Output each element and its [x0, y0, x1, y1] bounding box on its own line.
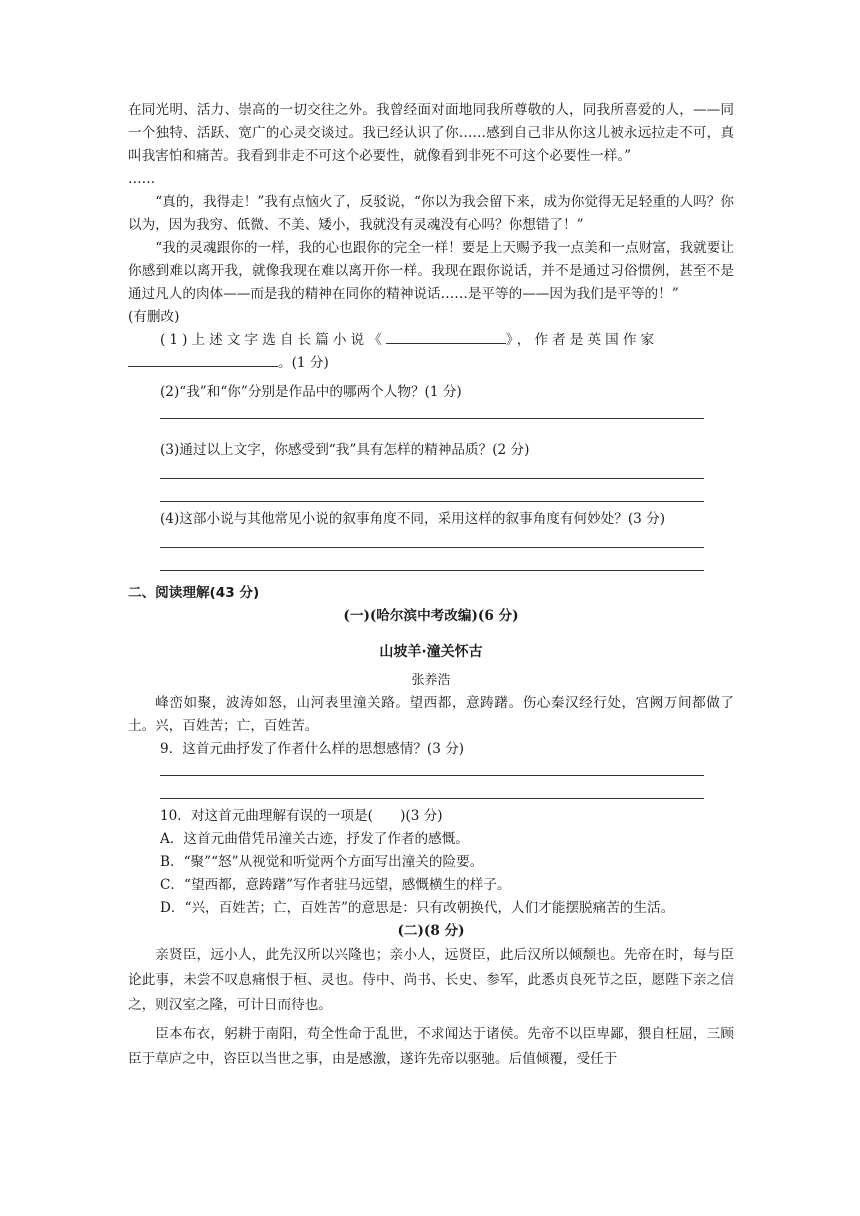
passage-paragraph: 在同光明、活力、崇高的一切交往之外。我曾经面对面地同我所尊敬的人，同我所喜爱的人，——同一个独特、活跃、宽广的心灵交谈过。我已经认识了你……感到自己非从你这儿被永远拉走不可，真叫我害怕和痛苦。我看到非走不可这个必要性，就像看到非死不可这个必要性一样。” [128, 102, 734, 164]
answer-line[interactable] [160, 478, 704, 479]
option-a: A．这首元曲借凭吊潼关古迹，抒发了作者的感慨。 [160, 831, 469, 847]
question-1-cont: 。(1 分) [128, 352, 734, 375]
edit-note: (有删改) [128, 309, 180, 325]
answer-blank[interactable] [128, 354, 278, 367]
document-page [128, 92, 734, 1072]
answer-line[interactable] [160, 547, 704, 548]
answer-line[interactable] [160, 570, 704, 571]
question-2: (2)“我”和“你”分别是作品中的哪两个人物？(1 分) [160, 384, 462, 400]
subsection-heading: (二)(8 分) [397, 923, 465, 939]
option-b: B．“聚”“怒”从视觉和听觉两个方面写出潼关的险要。 [160, 854, 484, 870]
poem-title: 山坡羊·潼关怀古 [379, 644, 483, 660]
passage-ellipsis: …… [128, 171, 156, 187]
option-d: D．“兴，百姓苦；亡，百姓苦”的意思是：只有改朝换代，人们才能摆脱痛苦的生活。 [160, 900, 675, 916]
question-9: 9．这首元曲抒发了作者什么样的思想感情？(3 分) [160, 741, 465, 757]
section-heading: 二、阅读理解(43 分) [128, 585, 260, 601]
answer-line[interactable] [160, 418, 704, 419]
passage-paragraph: “我的灵魂跟你的一样，我的心也跟你的完全一样！要是上天赐予我一点美和一点财富，我就要让你感到难以离开我，就像我现在难以离开你一样。我现在跟你说话，并不是通过习俗惯例，甚至不是通过凡人的肉体——而是我的精神在同你的精神说话……是平等的——因为我们是平等的！” [128, 240, 734, 302]
prose-paragraph: 臣本布衣，躬耕于南阳，苟全性命于乱世，不求闻达于诸侯。先帝不以臣卑鄙，猥自枉屈，三顾臣于草庐之中，咨臣以当世之事，由是感激，遂许先帝以驱驰。后值倾覆，受任于 [128, 1026, 734, 1067]
prose-paragraph: 亲贤臣，远小人，此先汉所以兴隆也；亲小人，远贤臣，此后汉所以倾颓也。先帝在时，每与臣论此事，未尝不叹息痛恨于桓、灵也。侍中、尚书、长史、参军，此悉贞良死节之臣，愿陛下亲之信之，则汉室之隆，可计日而待也。 [128, 947, 734, 1013]
answer-blank[interactable] [386, 331, 506, 344]
answer-line[interactable] [160, 501, 704, 502]
passage-paragraph: “真的，我得走！”我有点恼火了，反驳说，“你以为我会留下来，成为你觉得无足轻重的人吗？你以为，因为我穷、低微、不美、矮小，我就没有灵魂没有心吗？你想错了！” [128, 194, 734, 233]
question-10: 10．对这首元曲理解有误的一项是( )(3 分) [160, 808, 443, 824]
question-3: (3)通过以上文字，你感受到“我”具有怎样的精神品质？(2 分) [160, 442, 530, 458]
answer-line[interactable] [160, 775, 704, 776]
question-4: (4)这部小说与其他常见小说的叙事角度不同，采用这样的叙事角度有何妙处？(3 分) [160, 511, 666, 527]
answer-line[interactable] [160, 798, 704, 799]
question-1: (1)上述文字选自长篇小说《 》，作者是英国作家 [160, 332, 659, 348]
subsection-heading: (一)(哈尔滨中考改编)(6 分) [343, 608, 519, 624]
poem-text: 峰峦如聚，波涛如怒，山河表里潼关路。望西都，意踌躇。伤心秦汉经行处，宫阙万间都做了土。兴，百姓苦；亡，百姓苦。 [128, 695, 734, 734]
option-c: C．“望西都，意踌躇”写作者驻马远望，感慨横生的样子。 [160, 877, 511, 893]
poem-author: 张养浩 [411, 673, 451, 688]
